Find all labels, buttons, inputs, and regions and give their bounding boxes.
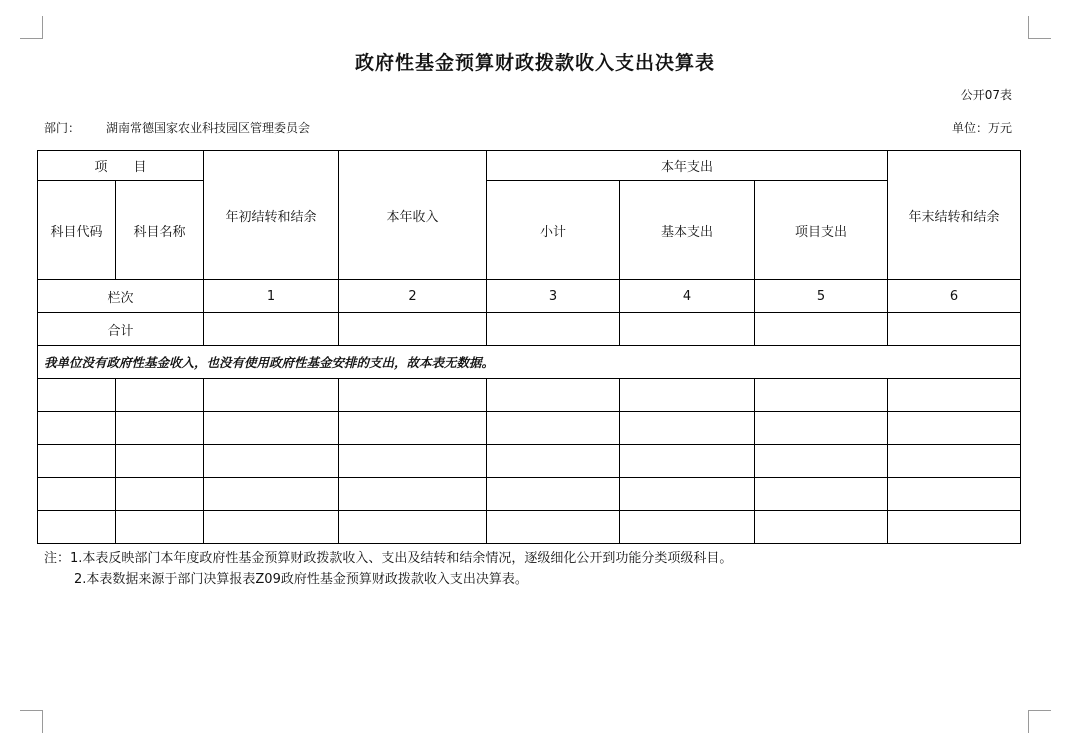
table-cell <box>116 511 204 544</box>
table-row <box>38 412 1021 445</box>
table-cell <box>620 511 755 544</box>
department-name: 湖南常德国家农业科技园区管理委员会 <box>106 121 311 135</box>
header-project: 项目支出 <box>755 181 888 280</box>
header-item: 项 目 <box>38 151 204 181</box>
footnote-2: 2.本表数据来源于部门决算报表Z09政府性基金预算财政拨款收入支出决算表。 <box>74 572 528 587</box>
table-row <box>38 445 1021 478</box>
total-cell <box>888 313 1021 346</box>
table-cell <box>339 412 487 445</box>
table-cell <box>620 379 755 412</box>
header-income: 本年收入 <box>339 151 487 280</box>
header-expense: 本年支出 <box>487 151 888 181</box>
table-cell <box>38 412 116 445</box>
no-data-note: 我单位没有政府性基金收入，也没有使用政府性基金安排的支出，故本表无数据。 <box>38 346 1021 379</box>
header-name: 科目名称 <box>116 181 204 280</box>
total-row <box>38 313 1021 346</box>
table-cell <box>487 412 620 445</box>
table-cell <box>116 445 204 478</box>
table-cell <box>755 412 888 445</box>
table-cell <box>620 445 755 478</box>
column-index-cell: 2 <box>339 280 487 313</box>
table-cell <box>487 478 620 511</box>
crop-mark-top-left <box>20 16 43 39</box>
column-index-cell: 1 <box>204 280 339 313</box>
table-cell <box>38 511 116 544</box>
total-cell <box>204 313 339 346</box>
total-cell <box>339 313 487 346</box>
column-index-row <box>38 280 1021 313</box>
page-title: 政府性基金预算财政拨款收入支出决算表 <box>354 52 715 74</box>
table-cell <box>620 478 755 511</box>
column-index-cell: 6 <box>888 280 1021 313</box>
table-cell <box>339 445 487 478</box>
total-cell <box>620 313 755 346</box>
crop-mark-bottom-right <box>1028 710 1051 733</box>
total-label: 合计 <box>38 313 204 346</box>
header-closing-balance: 年末结转和结余 <box>888 151 1021 280</box>
total-cell <box>755 313 888 346</box>
table-cell <box>888 478 1021 511</box>
table-cell <box>755 379 888 412</box>
crop-mark-bottom-left <box>20 710 43 733</box>
header-code: 科目代码 <box>38 181 116 280</box>
table-cell <box>487 379 620 412</box>
table-cell <box>204 511 339 544</box>
table-cell <box>339 379 487 412</box>
header-row-1 <box>38 151 1021 181</box>
table-cell <box>204 412 339 445</box>
table-cell <box>888 511 1021 544</box>
budget-table <box>37 150 1021 544</box>
form-number: 公开07表 <box>960 88 1012 102</box>
table-cell <box>487 511 620 544</box>
crop-mark-top-right <box>1028 16 1051 39</box>
table-cell <box>339 511 487 544</box>
header-opening-balance: 年初结转和结余 <box>204 151 339 280</box>
table-cell <box>888 445 1021 478</box>
table-row <box>38 478 1021 511</box>
table-cell <box>116 412 204 445</box>
table-cell <box>38 379 116 412</box>
table-cell <box>204 445 339 478</box>
table-cell <box>755 445 888 478</box>
column-index-cell: 3 <box>487 280 620 313</box>
table-cell <box>888 379 1021 412</box>
table-cell <box>755 511 888 544</box>
header-row-2 <box>38 181 1021 280</box>
column-index-label: 栏次 <box>38 280 204 313</box>
table-row <box>38 379 1021 412</box>
footnote-1: 注：1.本表反映部门本年度政府性基金预算财政拨款收入、支出及结转和结余情况，逐级细化公开到功能分类项级科目。 <box>44 551 733 566</box>
table-cell <box>339 478 487 511</box>
table-cell <box>204 379 339 412</box>
column-index-cell: 5 <box>755 280 888 313</box>
table-cell <box>888 412 1021 445</box>
table-cell <box>204 478 339 511</box>
table-cell <box>620 412 755 445</box>
table-row <box>38 511 1021 544</box>
unit-label: 单位：万元 <box>951 121 1012 135</box>
table-cell <box>116 379 204 412</box>
department-label: 部门： <box>44 121 81 135</box>
table-cell <box>38 478 116 511</box>
table-cell <box>755 478 888 511</box>
header-basic: 基本支出 <box>620 181 755 280</box>
header-subtotal: 小计 <box>487 181 620 280</box>
column-index-cell: 4 <box>620 280 755 313</box>
note-row <box>38 346 1021 379</box>
table-cell <box>487 445 620 478</box>
total-cell <box>487 313 620 346</box>
table-cell <box>116 478 204 511</box>
table-cell <box>38 445 116 478</box>
